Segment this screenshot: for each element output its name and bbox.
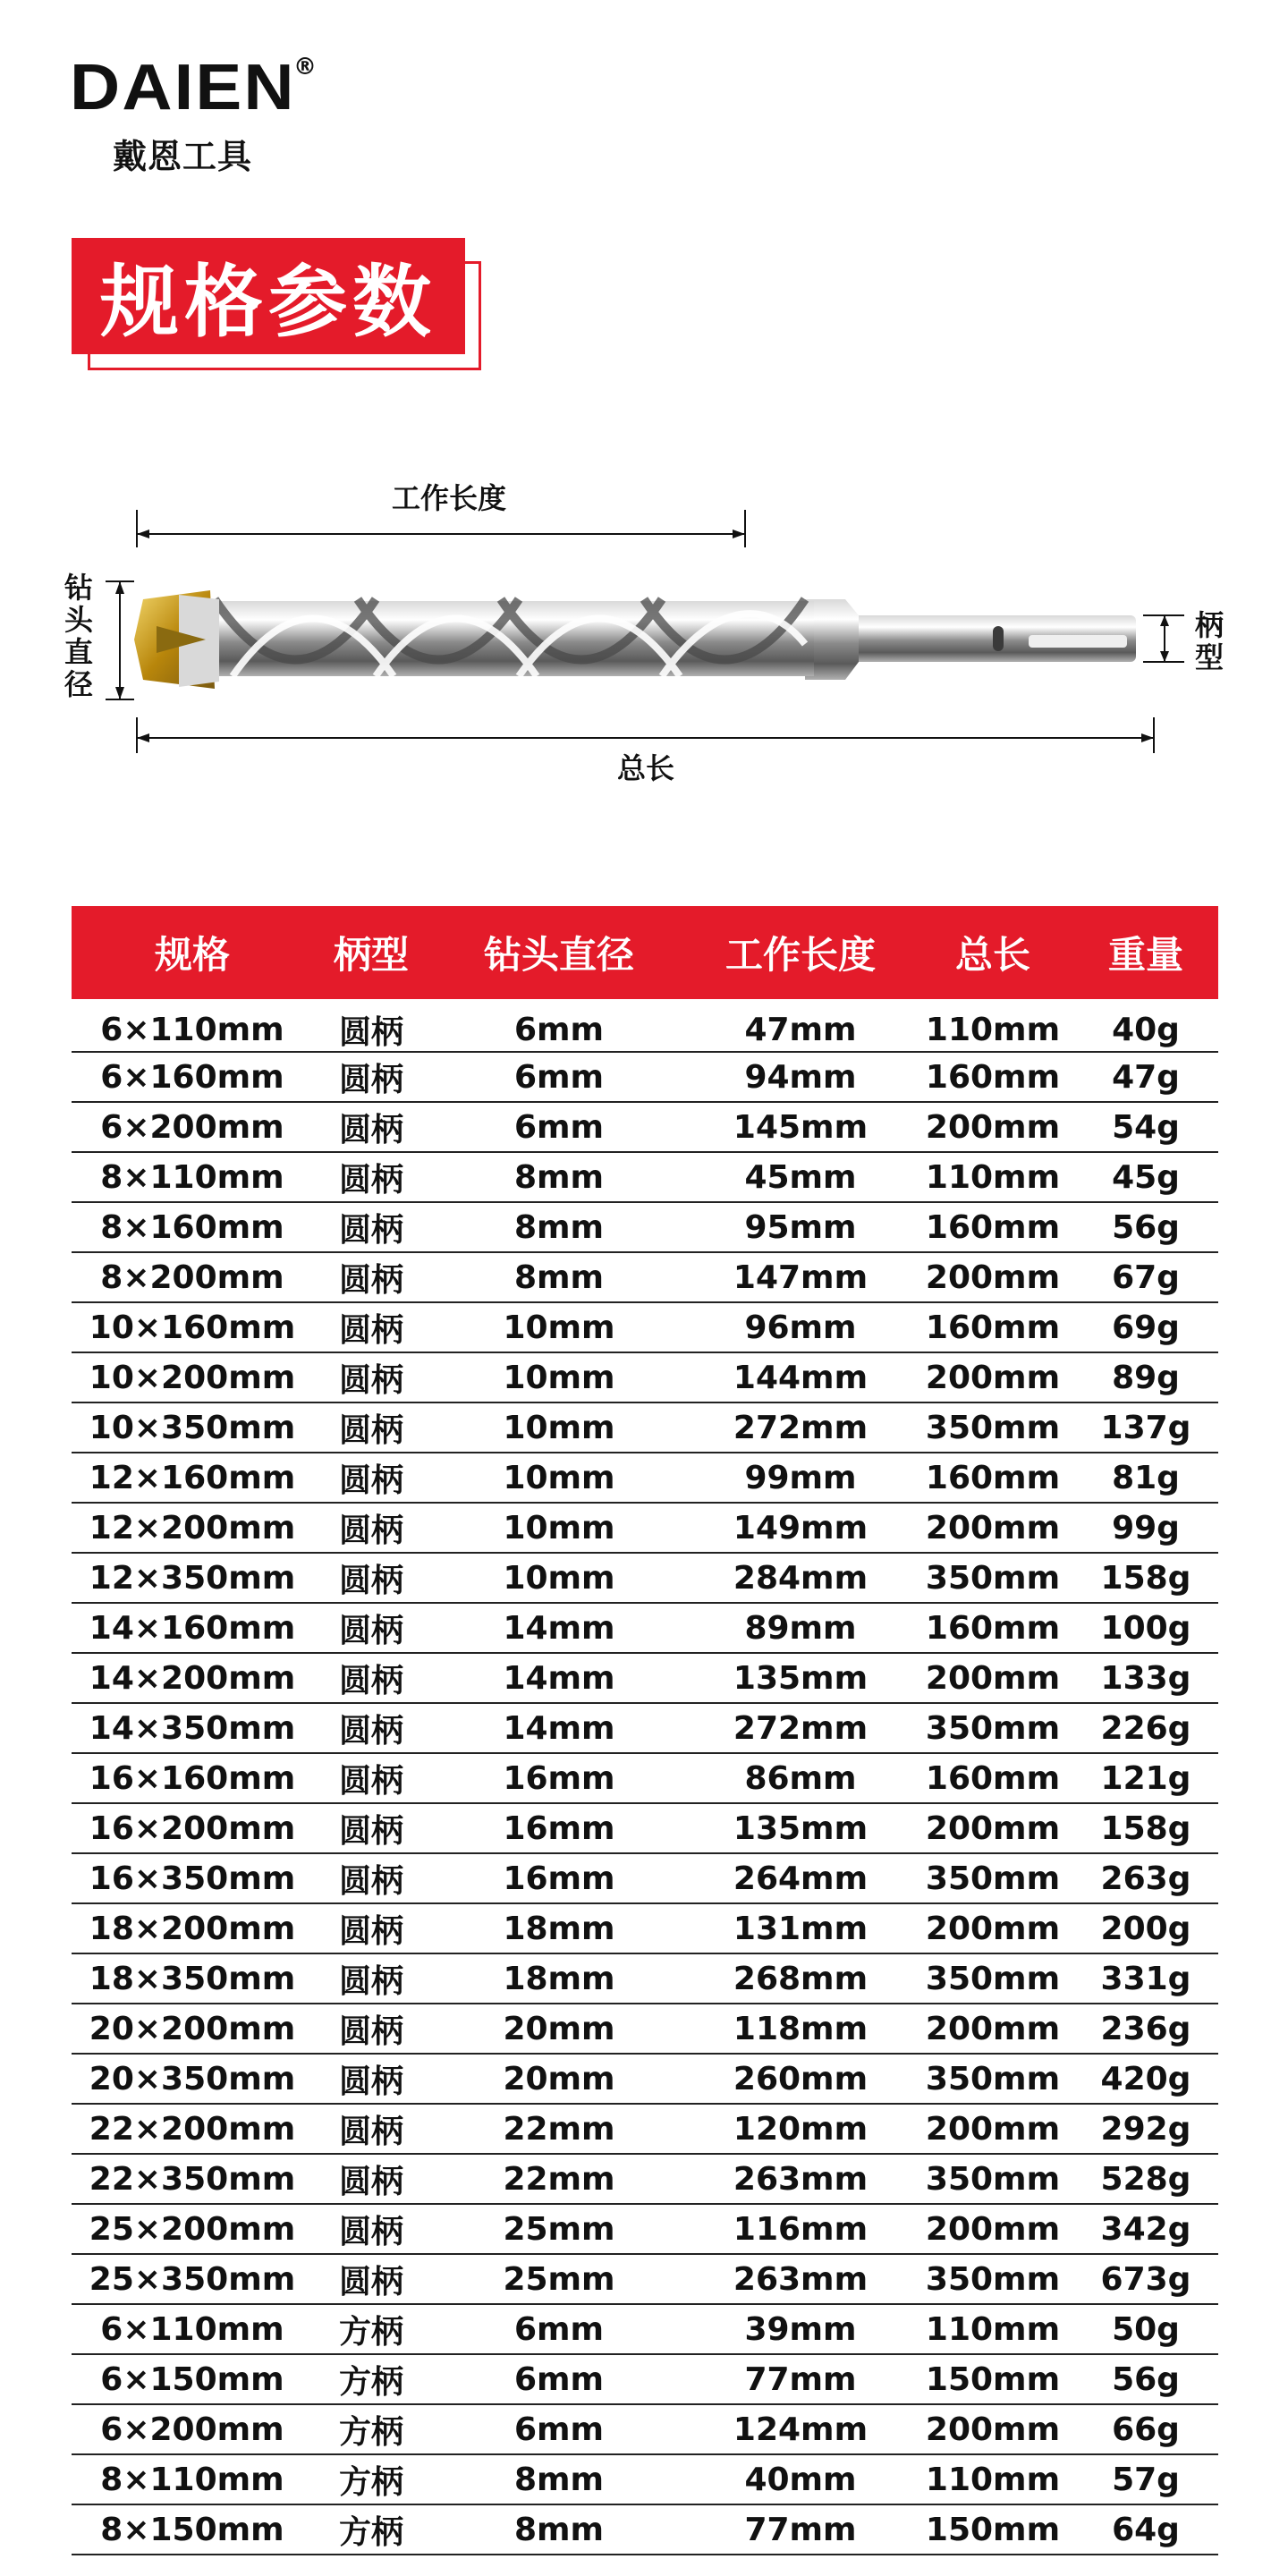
cell-drill-diameter: 8mm xyxy=(513,2461,605,2498)
cell-working-length: 95mm xyxy=(744,1208,857,1246)
cell-total-length: 160mm xyxy=(925,1309,1061,1346)
cell-drill-diameter: 6mm xyxy=(513,2360,605,2398)
cell-shank-type: 方柄 xyxy=(338,2313,403,2351)
table-row xyxy=(72,2205,1218,2255)
cell-working-length: 263mm xyxy=(733,2260,869,2298)
cell-spec: 8×200mm xyxy=(100,1258,284,1296)
cell-shank-type: 圆柄 xyxy=(338,2213,403,2250)
cell-drill-diameter: 18mm xyxy=(503,1960,615,1997)
cell-spec: 6×160mm xyxy=(100,1058,284,1096)
cell-weight: 158g xyxy=(1100,1559,1191,1597)
brand-chinese-name: 戴恩工具 xyxy=(113,137,253,176)
registered-mark: ® xyxy=(293,54,317,80)
cell-weight: 57g xyxy=(1112,2461,1180,2498)
cell-spec: 6×200mm xyxy=(100,1108,284,1146)
header-weight: 重量 xyxy=(1107,933,1183,977)
cell-shank-type: 圆柄 xyxy=(338,2012,403,2050)
table-row xyxy=(72,1754,1218,1804)
table-row xyxy=(72,2405,1218,2455)
cell-drill-diameter: 10mm xyxy=(503,1509,615,1546)
cell-weight: 420g xyxy=(1100,2060,1191,2097)
cell-working-length: 45mm xyxy=(744,1158,857,1196)
cell-working-length: 40mm xyxy=(744,2461,857,2498)
cell-shank-type: 圆柄 xyxy=(338,1111,403,1148)
cell-total-length: 350mm xyxy=(925,1559,1061,1597)
cell-spec: 10×160mm xyxy=(89,1309,296,1346)
table-row xyxy=(72,1153,1218,1203)
cell-spec: 20×350mm xyxy=(89,2060,296,2097)
cell-total-length: 350mm xyxy=(925,1709,1061,1747)
cell-spec: 8×110mm xyxy=(100,2461,284,2498)
table-row xyxy=(72,2155,1218,2205)
cell-weight: 121g xyxy=(1100,1759,1191,1797)
cell-weight: 263g xyxy=(1100,1860,1191,1897)
drill-diameter-char-4: 径 xyxy=(64,667,94,701)
cell-drill-diameter: 6mm xyxy=(513,2411,605,2448)
cell-drill-diameter: 25mm xyxy=(503,2260,615,2298)
cell-drill-diameter: 8mm xyxy=(513,1158,605,1196)
cell-spec: 12×160mm xyxy=(89,1459,296,1496)
header-working-length: 工作长度 xyxy=(724,933,876,977)
cell-shank-type: 圆柄 xyxy=(338,1662,403,1699)
cell-drill-diameter: 8mm xyxy=(513,2511,605,2548)
cell-shank-type: 方柄 xyxy=(338,2513,403,2551)
table-row xyxy=(72,2355,1218,2405)
cell-drill-diameter: 10mm xyxy=(503,1409,615,1446)
cell-shank-type: 圆柄 xyxy=(338,1962,403,2000)
cell-total-length: 150mm xyxy=(925,2360,1061,2398)
cell-working-length: 118mm xyxy=(733,2010,869,2047)
cell-total-length: 350mm xyxy=(925,2160,1061,2198)
cell-weight: 200g xyxy=(1100,1910,1191,1947)
table-header xyxy=(72,906,1218,999)
cell-drill-diameter: 14mm xyxy=(503,1609,615,1647)
cell-working-length: 86mm xyxy=(744,1759,857,1797)
table-row xyxy=(72,1904,1218,1954)
cell-total-length: 150mm xyxy=(925,2511,1061,2548)
cell-drill-diameter: 6mm xyxy=(513,1058,605,1096)
cell-working-length: 149mm xyxy=(733,1509,869,1546)
cell-drill-diameter: 8mm xyxy=(513,1208,605,1246)
cell-total-length: 200mm xyxy=(925,2110,1061,2148)
table-row xyxy=(72,1203,1218,1253)
cell-spec: 14×350mm xyxy=(89,1709,296,1747)
cell-total-length: 160mm xyxy=(925,1459,1061,1496)
table-row xyxy=(72,1654,1218,1704)
drill-diameter-char-1: 钻 xyxy=(64,571,94,605)
cell-working-length: 264mm xyxy=(733,1860,869,1897)
cell-total-length: 200mm xyxy=(925,1910,1061,1947)
cell-shank-type: 圆柄 xyxy=(338,1013,403,1051)
cell-weight: 99g xyxy=(1112,1509,1180,1546)
cell-shank-type: 圆柄 xyxy=(338,1712,403,1750)
cell-weight: 40g xyxy=(1112,1011,1180,1048)
header-drill-diameter: 钻头直径 xyxy=(483,933,634,977)
cell-shank-type: 圆柄 xyxy=(338,1161,403,1199)
total-length-dimension xyxy=(137,717,1154,753)
cell-spec: 22×350mm xyxy=(89,2160,296,2198)
table-row xyxy=(72,1604,1218,1654)
cell-shank-type: 方柄 xyxy=(338,2413,403,2451)
cell-total-length: 200mm xyxy=(925,1509,1061,1546)
table-row xyxy=(72,1453,1218,1504)
table-row xyxy=(72,1103,1218,1153)
cell-weight: 69g xyxy=(1112,1309,1180,1346)
cell-spec: 25×200mm xyxy=(89,2210,296,2248)
cell-spec: 16×350mm xyxy=(89,1860,296,1897)
table-row xyxy=(72,1303,1218,1353)
cell-shank-type: 圆柄 xyxy=(338,1912,403,1950)
drill-diameter-char-2: 头 xyxy=(64,603,94,637)
cell-total-length: 160mm xyxy=(925,1609,1061,1647)
cell-total-length: 160mm xyxy=(925,1759,1061,1797)
cell-working-length: 94mm xyxy=(744,1058,857,1096)
cell-weight: 56g xyxy=(1112,1208,1180,1246)
cell-shank-type: 圆柄 xyxy=(338,1311,403,1349)
cell-drill-diameter: 18mm xyxy=(503,1910,615,1947)
cell-spec: 18×200mm xyxy=(89,1910,296,1947)
table-row xyxy=(72,1704,1218,1754)
logo-wordmark: DAIEN xyxy=(70,52,296,123)
drill-diameter-dimension xyxy=(106,581,134,699)
cell-shank-type: 圆柄 xyxy=(338,1462,403,1499)
cell-shank-type: 圆柄 xyxy=(338,2163,403,2200)
cell-shank-type: 圆柄 xyxy=(338,2113,403,2150)
cell-working-length: 116mm xyxy=(733,2210,869,2248)
cell-spec: 20×200mm xyxy=(89,2010,296,2047)
cell-weight: 64g xyxy=(1112,2511,1180,2548)
cell-total-length: 200mm xyxy=(925,2411,1061,2448)
cell-working-length: 96mm xyxy=(744,1309,857,1346)
table-row xyxy=(72,1954,1218,2004)
cell-spec: 6×110mm xyxy=(100,1011,284,1048)
cell-spec: 8×160mm xyxy=(100,1208,284,1246)
cell-drill-diameter: 22mm xyxy=(503,2160,615,2198)
table-row xyxy=(72,1353,1218,1403)
cell-weight: 158g xyxy=(1100,1809,1191,1847)
table-row xyxy=(72,1804,1218,1854)
cell-weight: 133g xyxy=(1100,1659,1191,1697)
cell-working-length: 260mm xyxy=(733,2060,869,2097)
cell-shank-type: 方柄 xyxy=(338,2463,403,2501)
cell-weight: 342g xyxy=(1100,2210,1191,2248)
cell-working-length: 47mm xyxy=(744,1011,857,1048)
cell-spec: 18×350mm xyxy=(89,1960,296,1997)
cell-spec: 6×200mm xyxy=(100,2411,284,2448)
cell-working-length: 263mm xyxy=(733,2160,869,2198)
cell-spec: 16×160mm xyxy=(89,1759,296,1797)
cell-drill-diameter: 14mm xyxy=(503,1709,615,1747)
cell-working-length: 120mm xyxy=(733,2110,869,2148)
cell-drill-diameter: 20mm xyxy=(503,2010,615,2047)
shank-type-dimension xyxy=(1143,615,1184,662)
cell-total-length: 200mm xyxy=(925,1659,1061,1697)
cell-working-length: 144mm xyxy=(733,1359,869,1396)
cell-spec: 12×200mm xyxy=(89,1509,296,1546)
cell-spec: 8×110mm xyxy=(100,1158,284,1196)
cell-shank-type: 圆柄 xyxy=(338,1512,403,1549)
cell-drill-diameter: 6mm xyxy=(513,2310,605,2348)
cell-weight: 47g xyxy=(1112,1058,1180,1096)
cell-weight: 331g xyxy=(1100,1960,1191,1997)
cell-weight: 89g xyxy=(1112,1359,1180,1396)
cell-working-length: 124mm xyxy=(733,2411,869,2448)
cell-spec: 14×200mm xyxy=(89,1659,296,1697)
table-row xyxy=(72,1053,1218,1103)
working-length-dimension xyxy=(137,510,745,547)
drill-bit-image xyxy=(134,590,1136,689)
cell-weight: 56g xyxy=(1112,2360,1180,2398)
working-length-label: 工作长度 xyxy=(391,481,507,515)
cell-spec: 12×350mm xyxy=(89,1559,296,1597)
cell-shank-type: 圆柄 xyxy=(338,1261,403,1299)
cell-drill-diameter: 22mm xyxy=(503,2110,615,2148)
cell-drill-diameter: 8mm xyxy=(513,1258,605,1296)
cell-shank-type: 圆柄 xyxy=(338,1211,403,1249)
cell-total-length: 160mm xyxy=(925,1208,1061,1246)
cell-spec: 16×200mm xyxy=(89,1809,296,1847)
cell-weight: 236g xyxy=(1100,2010,1191,2047)
total-length-label: 总长 xyxy=(616,751,675,785)
table-row xyxy=(72,2105,1218,2155)
cell-working-length: 99mm xyxy=(744,1459,857,1496)
header-spec: 规格 xyxy=(154,933,230,977)
cell-drill-diameter: 20mm xyxy=(503,2060,615,2097)
cell-total-length: 200mm xyxy=(925,1359,1061,1396)
cell-working-length: 131mm xyxy=(733,1910,869,1947)
cell-shank-type: 圆柄 xyxy=(338,1562,403,1599)
cell-shank-type: 圆柄 xyxy=(338,1061,403,1098)
cell-total-length: 110mm xyxy=(925,1158,1061,1196)
cell-total-length: 350mm xyxy=(925,1960,1061,1997)
table-row xyxy=(72,2055,1218,2105)
cell-total-length: 160mm xyxy=(925,1058,1061,1096)
table-row xyxy=(72,2505,1218,2555)
cell-total-length: 200mm xyxy=(925,1809,1061,1847)
cell-working-length: 145mm xyxy=(733,1108,869,1146)
cell-weight: 100g xyxy=(1100,1609,1191,1647)
cell-drill-diameter: 25mm xyxy=(503,2210,615,2248)
cell-total-length: 200mm xyxy=(925,1108,1061,1146)
cell-weight: 67g xyxy=(1112,1258,1180,1296)
cell-weight: 45g xyxy=(1112,1158,1180,1196)
cell-working-length: 89mm xyxy=(744,1609,857,1647)
cell-weight: 673g xyxy=(1100,2260,1191,2298)
table-row xyxy=(72,1854,1218,1904)
cell-drill-diameter: 10mm xyxy=(503,1459,615,1496)
cell-shank-type: 圆柄 xyxy=(338,1862,403,1900)
cell-spec: 10×350mm xyxy=(89,1409,296,1446)
cell-total-length: 350mm xyxy=(925,1860,1061,1897)
cell-drill-diameter: 16mm xyxy=(503,1759,615,1797)
cell-drill-diameter: 10mm xyxy=(503,1559,615,1597)
cell-total-length: 110mm xyxy=(925,1011,1061,1048)
table-row xyxy=(72,1403,1218,1453)
cell-total-length: 200mm xyxy=(925,2010,1061,2047)
table-row xyxy=(72,1253,1218,1303)
cell-total-length: 200mm xyxy=(925,2210,1061,2248)
section-title-box xyxy=(72,238,465,354)
table-row xyxy=(72,2305,1218,2355)
table-row xyxy=(72,2455,1218,2505)
cell-weight: 137g xyxy=(1100,1409,1191,1446)
cell-working-length: 147mm xyxy=(733,1258,869,1296)
shank-type-char-1: 柄 xyxy=(1194,608,1224,642)
brand-logo xyxy=(70,52,338,176)
cell-shank-type: 圆柄 xyxy=(338,2263,403,2301)
cell-drill-diameter: 6mm xyxy=(513,1108,605,1146)
cell-drill-diameter: 16mm xyxy=(503,1809,615,1847)
cell-working-length: 77mm xyxy=(744,2511,857,2548)
table-row xyxy=(72,2255,1218,2305)
cell-total-length: 350mm xyxy=(925,1409,1061,1446)
cell-working-length: 135mm xyxy=(733,1659,869,1697)
shank-type-char-2: 型 xyxy=(1194,640,1224,674)
table-row xyxy=(72,1504,1218,1554)
cell-shank-type: 圆柄 xyxy=(338,2063,403,2100)
cell-working-length: 272mm xyxy=(733,1409,869,1446)
cell-total-length: 110mm xyxy=(925,2310,1061,2348)
cell-shank-type: 圆柄 xyxy=(338,1361,403,1399)
drill-bit-diagram xyxy=(0,465,1288,841)
header-shank-type: 柄型 xyxy=(333,933,409,977)
cell-spec: 10×200mm xyxy=(89,1359,296,1396)
cell-weight: 226g xyxy=(1100,1709,1191,1747)
cell-weight: 292g xyxy=(1100,2110,1191,2148)
cell-spec: 25×350mm xyxy=(89,2260,296,2298)
cell-working-length: 135mm xyxy=(733,1809,869,1847)
cell-total-length: 350mm xyxy=(925,2260,1061,2298)
cell-weight: 50g xyxy=(1112,2310,1180,2348)
section-title: 规格参数 xyxy=(99,256,436,348)
cell-shank-type: 圆柄 xyxy=(338,1812,403,1850)
cell-weight: 54g xyxy=(1112,1108,1180,1146)
cell-weight: 81g xyxy=(1112,1459,1180,1496)
drill-diameter-char-3: 直 xyxy=(64,635,94,669)
spec-table xyxy=(72,906,1218,2555)
cell-spec: 8×150mm xyxy=(100,2511,284,2548)
cell-total-length: 350mm xyxy=(925,2060,1061,2097)
cell-shank-type: 圆柄 xyxy=(338,1411,403,1449)
cell-drill-diameter: 16mm xyxy=(503,1860,615,1897)
table-row xyxy=(72,1008,1218,1053)
cell-spec: 6×110mm xyxy=(100,2310,284,2348)
cell-drill-diameter: 14mm xyxy=(503,1659,615,1697)
cell-working-length: 268mm xyxy=(733,1960,869,1997)
cell-working-length: 272mm xyxy=(733,1709,869,1747)
cell-total-length: 200mm xyxy=(925,1258,1061,1296)
cell-drill-diameter: 6mm xyxy=(513,1011,605,1048)
table-body xyxy=(72,1008,1218,2555)
cell-drill-diameter: 10mm xyxy=(503,1309,615,1346)
cell-weight: 528g xyxy=(1100,2160,1191,2198)
cell-total-length: 110mm xyxy=(925,2461,1061,2498)
cell-drill-diameter: 10mm xyxy=(503,1359,615,1396)
cell-working-length: 39mm xyxy=(744,2310,857,2348)
header-total-length: 总长 xyxy=(954,933,1030,977)
cell-shank-type: 方柄 xyxy=(338,2363,403,2401)
cell-shank-type: 圆柄 xyxy=(338,1612,403,1649)
table-row xyxy=(72,1554,1218,1604)
cell-spec: 6×150mm xyxy=(100,2360,284,2398)
cell-shank-type: 圆柄 xyxy=(338,1762,403,1800)
cell-spec: 22×200mm xyxy=(89,2110,296,2148)
cell-weight: 66g xyxy=(1112,2411,1180,2448)
table-row xyxy=(72,2004,1218,2055)
cell-spec: 14×160mm xyxy=(89,1609,296,1647)
cell-working-length: 77mm xyxy=(744,2360,857,2398)
cell-working-length: 284mm xyxy=(733,1559,869,1597)
